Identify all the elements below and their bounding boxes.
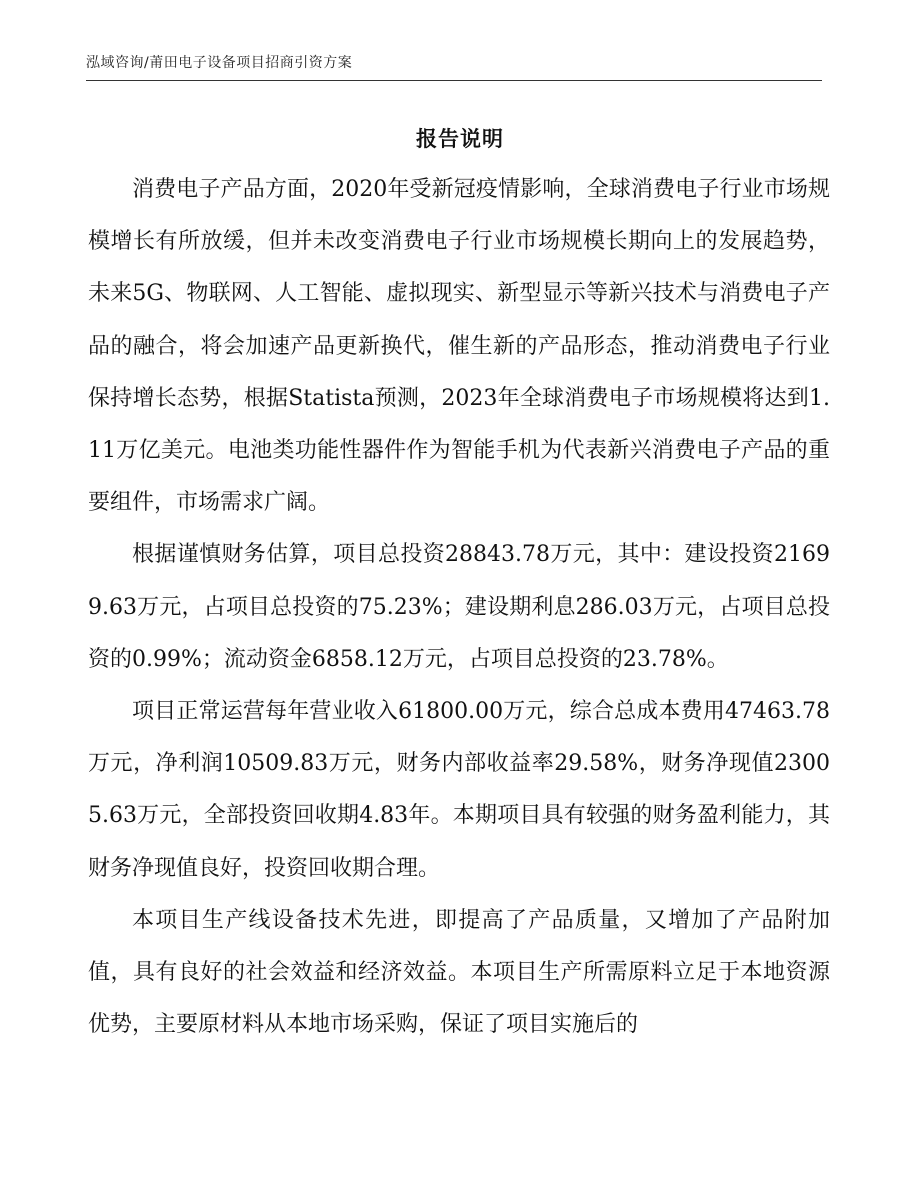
paragraph-project-benefits: 本项目生产线设备技术先进，即提高了产品质量，又增加了产品附加值，具有良好的社会效益和经济效益。本项目生产所需原料立足于本地资源优势，主要原材料从本地市场采购，保证了项目实施后的 bbox=[88, 907, 830, 1038]
paragraph-market-overview: 消费电子产品方面，2020年受新冠疫情影响，全球消费电子行业市场规模增长有所放缓，但并未改变消费电子行业市场规模长期向上的发展趋势，未来5G、物联网、人工智能、虚拟现实、新型显示等新兴技术与消费电子产品的融合，将会加速产品更新换代，催生新的产品形态，推动消费电子行业保持增长态势，根据Statista预测，2023年全球消费电子市场规模将达到1.11万亿美元。电池类功能性器件作为智能手机为代表新兴消费电子产品的重要组件，市场需求广阔。 bbox=[88, 177, 830, 516]
running-header: 泓域咨询/莆田电子设备项目招商引资方案 bbox=[86, 55, 353, 71]
document-body bbox=[88, 164, 830, 1051]
paragraph-financial-returns: 项目正常运营每年营业收入61800.00万元，综合总成本费用47463.78万元，净利润10509.83万元，财务内部收益率29.58%，财务净现值23005.63万元，全部投资回收期4.83年。本期项目具有较强的财务盈利能力，其财务净现值良好，投资回收期合理。 bbox=[88, 699, 830, 881]
paragraph-investment-estimate: 根据谨慎财务估算，项目总投资28843.78万元，其中：建设投资21699.63万元，占项目总投资的75.23%；建设期利息286.03万元，占项目总投资的0.99%；流动资金6858.12万元，占项目总投资的23.78%。 bbox=[88, 542, 830, 672]
document-title: 报告说明 bbox=[416, 127, 504, 151]
header-divider bbox=[86, 80, 822, 81]
